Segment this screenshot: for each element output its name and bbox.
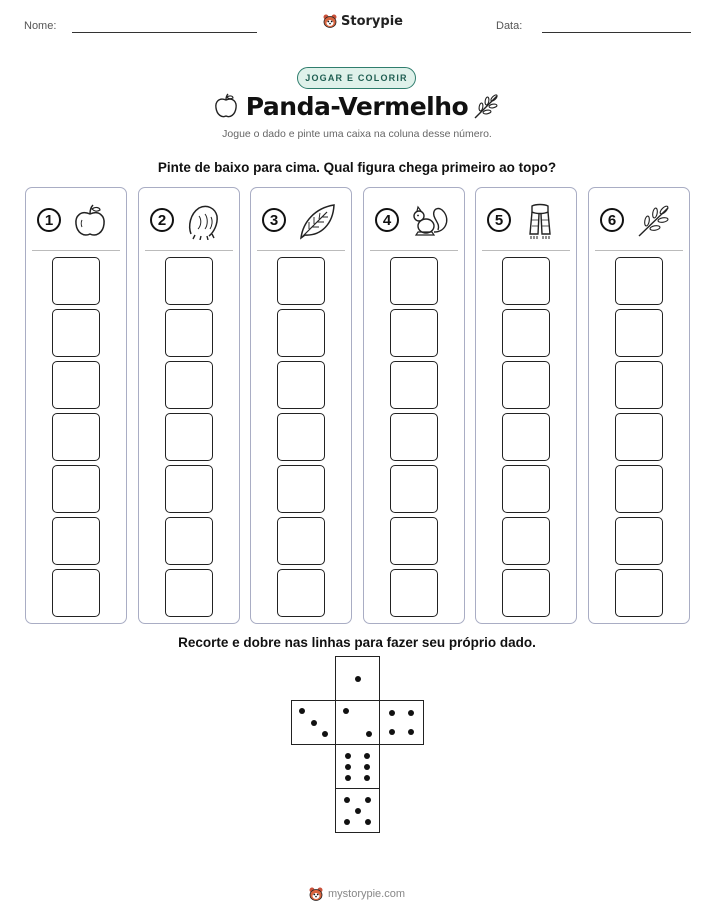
scarf-icon: [522, 202, 558, 240]
column-divider: [370, 250, 458, 251]
column-number: 4: [375, 208, 399, 232]
color-box[interactable]: [615, 569, 663, 617]
column-4: [363, 187, 465, 624]
color-box[interactable]: [615, 257, 663, 305]
die-pip: [389, 729, 395, 735]
color-box[interactable]: [615, 465, 663, 513]
die-face-1: [335, 656, 380, 701]
column-2: [138, 187, 240, 624]
color-box[interactable]: [615, 361, 663, 409]
squirrel-icon: [410, 202, 450, 240]
color-box[interactable]: [390, 309, 438, 357]
column-number: 2: [150, 208, 174, 232]
color-box[interactable]: [277, 361, 325, 409]
footer-url: mystorypie.com: [328, 888, 406, 900]
color-box[interactable]: [277, 257, 325, 305]
die-pip: [344, 819, 350, 825]
color-box[interactable]: [502, 257, 550, 305]
die-pip: [345, 753, 351, 759]
leaf-sprig-icon: [635, 202, 673, 240]
color-box[interactable]: [165, 517, 213, 565]
color-box[interactable]: [277, 517, 325, 565]
color-box[interactable]: [615, 517, 663, 565]
coloring-instruction: Pinte de baixo para cima. Qual figura chega primeiro ao topo?: [157, 160, 557, 175]
die-pip: [389, 710, 395, 716]
die-pip: [311, 720, 317, 726]
column-6: [588, 187, 690, 624]
color-box[interactable]: [502, 465, 550, 513]
color-box[interactable]: [165, 465, 213, 513]
color-box[interactable]: [277, 465, 325, 513]
paw-icon: [185, 202, 221, 240]
color-box[interactable]: [390, 465, 438, 513]
color-box[interactable]: [502, 361, 550, 409]
column-divider: [145, 250, 233, 251]
color-box[interactable]: [390, 569, 438, 617]
die-pip: [365, 797, 371, 803]
die-face-6: [335, 744, 380, 789]
die-face-5: [335, 788, 380, 833]
column-3: [250, 187, 352, 624]
activity-badge: JOGAR E COLORIR: [297, 67, 416, 89]
die-pip: [408, 710, 414, 716]
date-line: [542, 32, 691, 33]
die-pip: [344, 797, 350, 803]
die-pip: [355, 676, 361, 682]
column-1: [25, 187, 127, 624]
color-box[interactable]: [52, 465, 100, 513]
color-box[interactable]: [52, 309, 100, 357]
column-divider: [32, 250, 120, 251]
die-pip: [345, 775, 351, 781]
color-box[interactable]: [165, 257, 213, 305]
die-pip: [364, 775, 370, 781]
color-box[interactable]: [390, 257, 438, 305]
color-box[interactable]: [502, 517, 550, 565]
column-number: 1: [37, 208, 61, 232]
die-pip: [355, 808, 361, 814]
subtitle: Jogue o dado e pinte uma caixa na coluna desse número.: [222, 128, 492, 140]
color-box[interactable]: [615, 309, 663, 357]
red-panda-logo-icon: [308, 886, 324, 902]
die-pip: [408, 729, 414, 735]
color-box[interactable]: [502, 309, 550, 357]
dice-instruction: Recorte e dobre nas linhas para fazer seu próprio dado.: [178, 635, 536, 650]
color-box[interactable]: [615, 413, 663, 461]
column-divider: [595, 250, 683, 251]
color-box[interactable]: [390, 517, 438, 565]
column-divider: [482, 250, 570, 251]
leaf-icon: [297, 202, 337, 240]
die-pip: [365, 819, 371, 825]
color-box[interactable]: [52, 517, 100, 565]
footer: [308, 886, 405, 902]
column-number: 6: [600, 208, 624, 232]
column-divider: [257, 250, 345, 251]
color-box[interactable]: [502, 413, 550, 461]
column-number: 3: [262, 208, 286, 232]
color-box[interactable]: [277, 309, 325, 357]
color-box[interactable]: [502, 569, 550, 617]
column-5: [475, 187, 577, 624]
color-box[interactable]: [52, 257, 100, 305]
die-pip: [345, 764, 351, 770]
color-box[interactable]: [390, 413, 438, 461]
color-box[interactable]: [52, 413, 100, 461]
color-box[interactable]: [52, 361, 100, 409]
die-pip: [364, 764, 370, 770]
red-panda-logo-icon: [322, 13, 338, 29]
color-box[interactable]: [165, 413, 213, 461]
color-box[interactable]: [277, 569, 325, 617]
die-pip: [299, 708, 305, 714]
page-title: Panda-Vermelho: [245, 92, 469, 121]
die-face-3: [291, 700, 336, 745]
column-number: 5: [487, 208, 511, 232]
color-box[interactable]: [390, 361, 438, 409]
brand: [322, 13, 403, 29]
color-box[interactable]: [165, 361, 213, 409]
die-pip: [364, 753, 370, 759]
die-pip: [366, 731, 372, 737]
name-line: [72, 32, 257, 33]
die-pip: [343, 708, 349, 714]
color-box[interactable]: [165, 309, 213, 357]
die-face-2: [335, 700, 380, 745]
color-box[interactable]: [165, 569, 213, 617]
color-box[interactable]: [277, 413, 325, 461]
date-label: Data:: [496, 20, 523, 32]
apple-icon: [72, 202, 108, 240]
name-label: Nome:: [24, 20, 57, 32]
die-pip: [322, 731, 328, 737]
die-face-4: [379, 700, 424, 745]
leaf-sprig-icon: [472, 92, 502, 120]
color-box[interactable]: [52, 569, 100, 617]
brand-name: Storypie: [341, 13, 403, 29]
